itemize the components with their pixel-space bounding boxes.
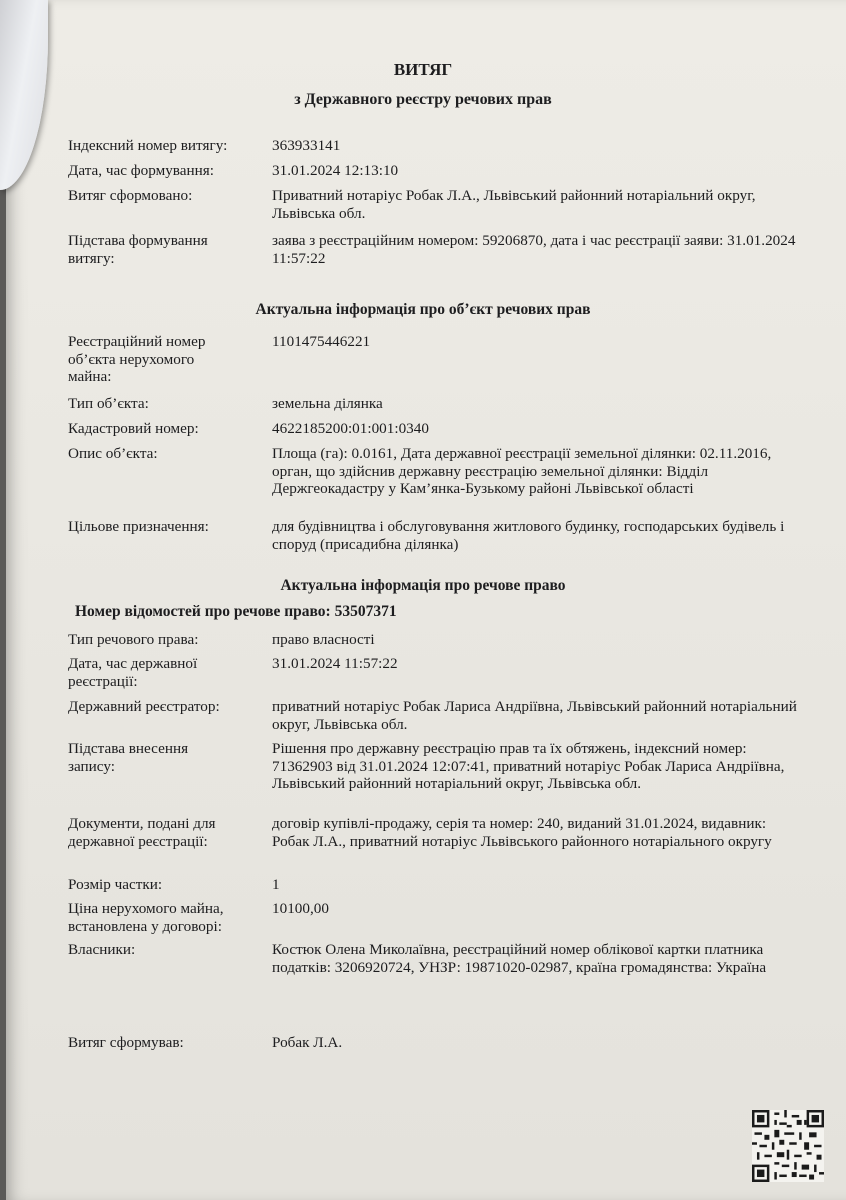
field-value: 4622185200:01:001:0340 [272,420,429,437]
right-record-number: Номер відомостей про речове право: 53507371 [75,603,397,620]
field-label: Документи, подані для державної реєстрації: [68,815,216,850]
field-label: Ціна нерухомого майна, встановлена у договорі: [68,900,224,935]
field-label: Державний реєстратор: [68,698,220,715]
right-section-title: Актуальна інформація про речове право [280,577,566,594]
field-value: 10100,00 [272,900,329,917]
field-label: Витяг сформовано: [68,187,193,204]
field-label: Реєстраційний номер об’єкта нерухомого майна: [68,333,206,385]
field-value: право власності [272,631,375,648]
field-label: Кадастровий номер: [68,420,199,437]
field-label: Дата, час формування: [68,162,214,179]
field-value: заява з реєстраційним номером: 59206870, дата і час реєстрації заяви: 31.01.2024 11:57:22 [272,232,796,267]
field-label: Витяг сформував: [68,1034,184,1051]
field-label: Цільове призначення: [68,518,209,535]
field-value: приватний нотаріус Робак Лариса Андріївна, Львівський районний нотаріальний округ, Львівська обл. [272,698,797,733]
object-section-title: Актуальна інформація про об’єкт речових прав [255,301,591,318]
field-value: Костюк Олена Миколаївна, реєстраційний номер облікової картки платника податків: 3206920724, УНЗР: 19871020-02987, країна громадянства: Україна [272,941,767,976]
document-subtitle: з Державного реєстру речових прав [294,91,552,108]
field-value: Рішення про державну реєстрацію прав та їх обтяжень, індексний номер: 71362903 від 31.01.2024 12:07:41, приватний нотаріус Робак Лариса Андріївна, Львівський районний нотаріальний округ, Львівська обл. [272,740,785,792]
field-value: Приватний нотаріус Робак Л.А., Львівський районний нотаріальний округ, Львівська обл. [272,187,756,222]
field-value: 31.01.2024 11:57:22 [272,655,398,672]
field-value: 1 [272,876,280,893]
field-label: Тип об’єкта: [68,395,149,412]
field-label: Власники: [68,941,136,958]
field-value: Площа (га): 0.0161, Дата державної реєстрації земельної ділянки: 02.11.2016, орган, що здійснив державну реєстрацію земельної ділянки: Відділ Держгеокадастру у Кам’янка-Бузькому районі Львівської області [272,445,772,497]
field-value: договір купівлі-продажу, серія та номер: 240, виданий 31.01.2024, видавник: Робак Л.А., приватний нотаріус Львівського районного нотаріального округу [272,815,772,850]
field-value: Робак Л.А. [272,1034,343,1051]
field-label: Тип речового права: [68,631,199,648]
document-title: ВИТЯГ [393,60,453,79]
field-label: Опис об’єкта: [68,445,158,462]
field-value: 31.01.2024 12:13:10 [272,162,399,179]
field-label: Підстава формування витягу: [68,232,208,267]
field-value: 1101475446221 [272,333,371,350]
document-page [6,0,846,1200]
field-label: Підстава внесення запису: [68,740,189,775]
field-label: Розмір частки: [68,876,163,893]
field-value: земельна ділянка [272,395,383,412]
field-label: Індексний номер витягу: [68,137,228,154]
field-label: Дата, час державної реєстрації: [68,655,198,690]
field-value: для будівництва і обслуговування житлового будинку, господарських будівель і споруд (присадибна ділянка) [272,518,785,553]
qr-code [752,1110,824,1182]
field-value: 363933141 [272,137,341,154]
